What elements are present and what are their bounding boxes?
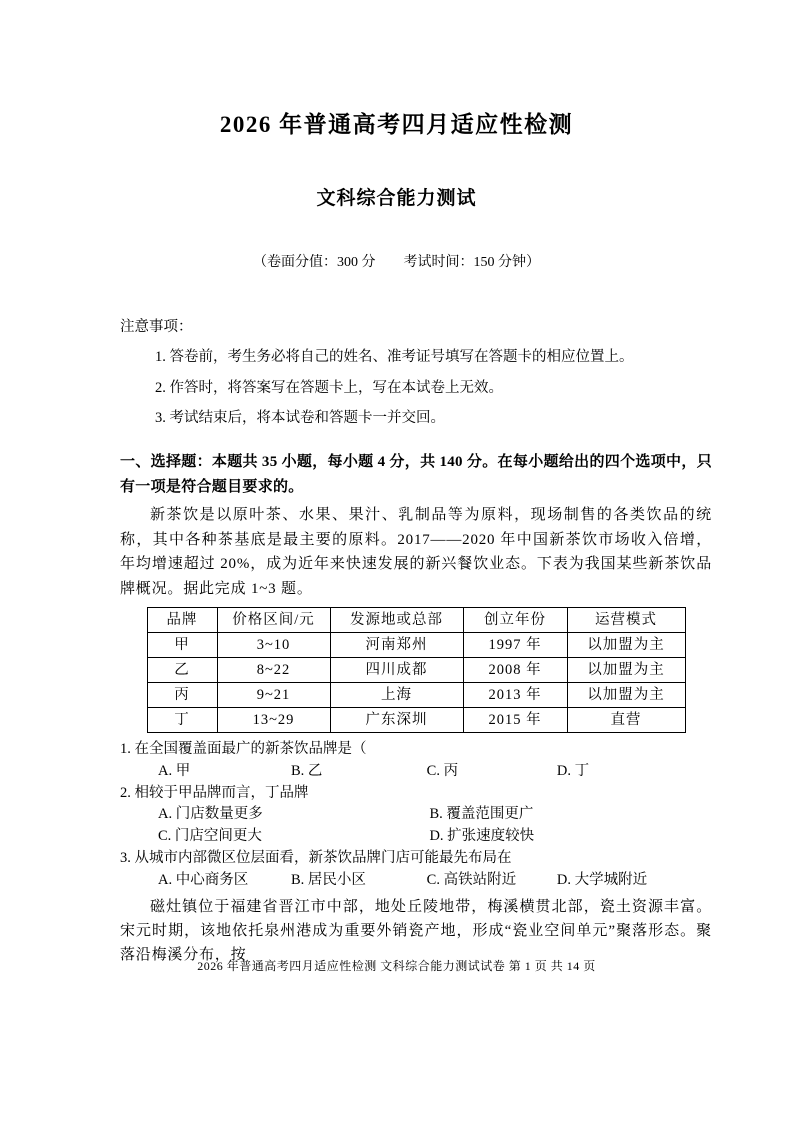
question-2-option-b: B. 覆盖范围更广 [429, 806, 534, 823]
questions-block [120, 739, 712, 891]
question-2-option-d: D. 扩张速度较快 [429, 828, 535, 845]
table-row-bing [147, 683, 685, 708]
question-1-options [120, 761, 712, 783]
cell-brand: 乙 [147, 658, 217, 683]
notes-heading: 注意事项： [120, 319, 193, 335]
question-3-option-d: D. 大学城附近 [556, 871, 648, 888]
cell-year: 2008 年 [463, 658, 567, 683]
col-header-origin: 发源地或总部 [330, 608, 463, 633]
cell-origin: 四川成都 [330, 658, 463, 683]
question-2 [120, 783, 712, 848]
table-row-yi [147, 658, 685, 683]
question-3-options [120, 870, 712, 892]
cell-price: 3~10 [217, 633, 330, 658]
question-1 [120, 739, 712, 783]
cell-year: 1997 年 [463, 633, 567, 658]
exam-header [0, 0, 793, 271]
exam-meta-line: （卷面分值：300 分 考试时间：150 分钟） [253, 255, 540, 270]
question-1-stem: 1. 在全国覆盖面最广的新茶饮品牌是（ [120, 741, 367, 758]
cell-mode: 以加盟为主 [567, 683, 685, 708]
cell-brand: 甲 [147, 633, 217, 658]
intro-paragraph: 新茶饮是以原叶茶、水果、果汁、乳制品等为原料，现场制售的各类饮品的统称，其中各种茶基底是最主要的原料。2017——2020 年中国新茶饮市场收入倍增，年均增速超过 20%，成为近年来快速发展的新兴餐饮业态。下表为我国某些新茶饮品牌概况。据此完成 1~3 题。 [120, 506, 712, 598]
cell-mode: 直营 [567, 708, 685, 733]
cell-origin: 广东深圳 [330, 708, 463, 733]
question-2-options [120, 804, 712, 848]
question-1-option-b: B. 乙 [290, 762, 323, 779]
note-item-1: 1. 答卷前，考生务必将自己的姓名、准考证号填写在答题卡的相应位置上。 [155, 349, 634, 366]
page-footer: 2026 年普通高考四月适应性检测 文科综合能力测试试卷 第 1 页 共 14 页 [197, 959, 596, 973]
exam-body [0, 316, 793, 967]
cell-origin: 上海 [330, 683, 463, 708]
cell-brand: 丙 [147, 683, 217, 708]
col-header-founding-year: 创立年份 [463, 608, 567, 633]
cell-mode: 以加盟为主 [567, 658, 685, 683]
question-2-option-a: A. 门店数量更多 [158, 806, 263, 823]
table-row-ding [147, 708, 685, 733]
question-1-option-c: C. 丙 [426, 762, 459, 779]
section-one-heading: 一、选择题：本题共 35 小题，每小题 4 分，共 140 分。在每小题给出的四个选项中，只有一项是符合题目要求的。 [120, 453, 712, 495]
cell-price: 9~21 [217, 683, 330, 708]
note-item-2: 2. 作答时，将答案写在答题卡上，写在本试卷上无效。 [155, 379, 503, 396]
cell-origin: 河南郑州 [330, 633, 463, 658]
passage-cizao: 磁灶镇位于福建省晋江市中部，地处丘陵地带，梅溪横贯北部，瓷土资源丰富。宋元时期，该地依托泉州港成为重要外销瓷产地，形成“瓷业空间单元”聚落形态。聚落沿梅溪分布，按 [120, 899, 712, 964]
note-item-3: 3. 考试结束后，将本试卷和答题卡一并交回。 [155, 410, 445, 427]
brand-table-header-row [147, 608, 685, 633]
cell-price: 8~22 [217, 658, 330, 683]
question-3-stem: 3. 从城市内部微区位层面看，新茶饮品牌门店可能最先布局在 [120, 849, 512, 866]
question-3-option-a: A. 中心商务区 [158, 871, 249, 888]
exam-title: 2026 年普通高考四月适应性检测 [219, 112, 574, 137]
question-3 [120, 848, 712, 892]
col-header-operation-mode: 运营模式 [567, 608, 685, 633]
brand-table [147, 607, 686, 733]
cell-brand: 丁 [147, 708, 217, 733]
col-header-brand: 品牌 [147, 608, 217, 633]
question-2-option-c: C. 门店空间更大 [158, 828, 262, 845]
cell-price: 13~29 [217, 708, 330, 733]
exam-subtitle: 文科综合能力测试 [316, 188, 477, 209]
question-3-option-c: C. 高铁站附近 [426, 871, 517, 888]
col-header-price-range: 价格区间/元 [217, 608, 330, 633]
question-2-stem: 2. 相较于甲品牌而言，丁品牌 [120, 784, 309, 801]
question-1-option-a: A. 甲 [158, 762, 191, 779]
cell-year: 2013 年 [463, 683, 567, 708]
cell-mode: 以加盟为主 [567, 633, 685, 658]
question-1-option-d: D. 丁 [556, 762, 590, 779]
table-row-jia [147, 633, 685, 658]
question-3-option-b: B. 居民小区 [290, 871, 366, 888]
cell-year: 2015 年 [463, 708, 567, 733]
